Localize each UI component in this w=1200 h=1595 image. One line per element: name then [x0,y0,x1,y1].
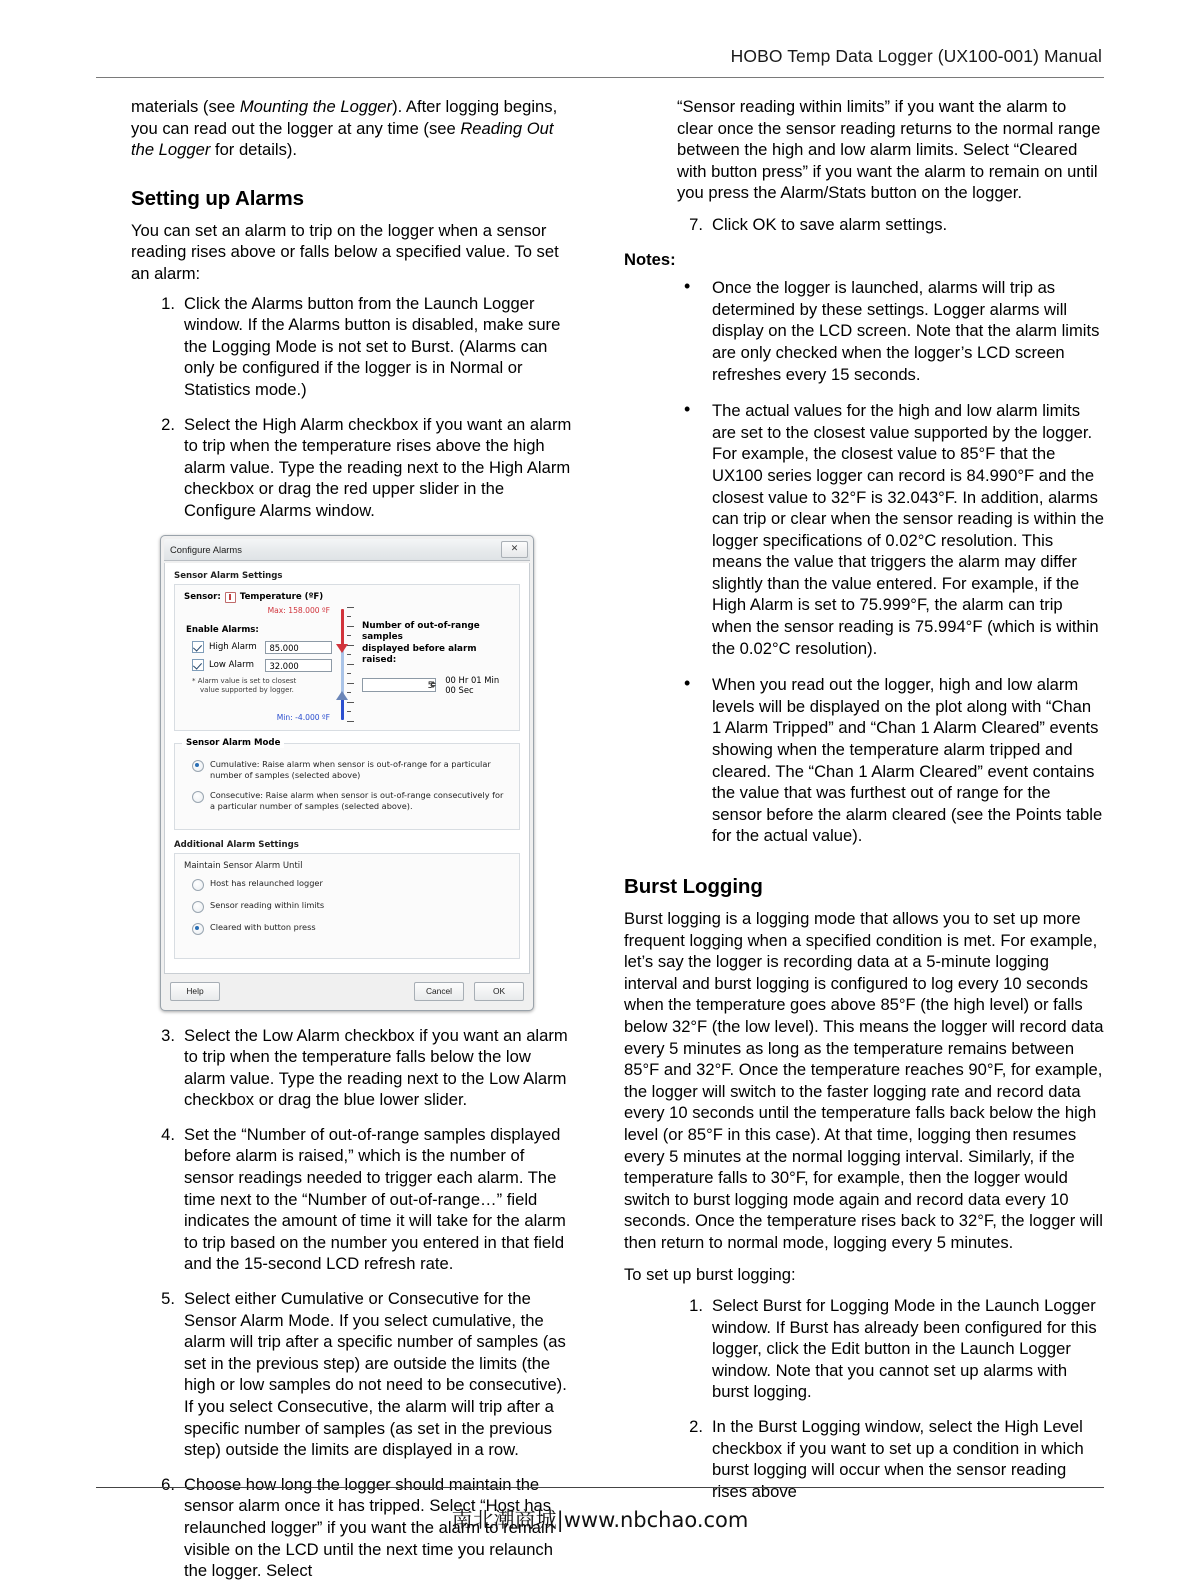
list-item: Choose how long the logger should maintain the sensor alarm once it has tripped. Select “Host has relaunched logger” if you want the alarm to remain visible on the LCD until the next time you relaunch the logger. Select [184,1474,554,1581]
slider-ticks [347,607,355,722]
samples-spinner-row [362,675,510,695]
high-alarm-row [192,641,332,654]
alarm-limits-left [184,605,332,722]
slider-track [341,609,344,720]
high-alarm-checkbox[interactable] [192,641,204,653]
alarm-limits-area [184,605,510,722]
within-limits-label: Sensor reading within limits [210,899,325,910]
sensor-alarm-settings-label: Sensor Alarm Settings [174,570,283,581]
lead-paragraph: You can set an alarm to trip on the logger when a sensor reading rises above or falls below a specified value. To set an alarm: [131,220,559,283]
list-item: • When you read out the logger, high and low alarm levels will be displayed on the plot along with “Chan 1 Alarm Tripped” and “Chan 1 Alarm Cleared” events showing when the temperature alarm tripped and cleared. The “Chan 1 Alarm Cleared” event contains the value that was furthest out of range for the sensor before the alarm cleared (see the Points table for the actual value). [624,674,1104,847]
burst-steps-list [624,1295,1104,1502]
within-limits-radio[interactable] [192,901,204,913]
alarm-steps-list [96,293,576,522]
footer-text: 南北潮商城|www.nbchao.com [451,1508,749,1532]
list-item: Select Burst for Logging Mode in the Launch Logger window. If Burst has already been configured for this logger, click the Edit button in the Launch Logger window. Note that you cannot set up alarms with burst logging. [712,1296,1097,1402]
high-alarm-label: High Alarm [209,642,257,652]
alarm-value-footnote [192,677,332,695]
samples-time-text: 00 Hr 01 Min 00 Sec [445,674,500,695]
low-alarm-row [192,659,332,672]
dialog-body [164,563,530,974]
list-item: Select either Cumulative or Consecutive for the Sensor Alarm Mode. If you select cumulative, the alarm will trip after a specific number of samples (as set in the previous step) are outside the limits (the high or low samples do not need to be consecutive). If you select Consecutive, the alarm will trip after a specific number of samples (as set in the previous step) outside the limits are displayed in a row. [184,1289,567,1460]
low-alarm-checkbox[interactable] [192,659,204,671]
page-footer [96,1487,1104,1534]
mode-option-cumulative[interactable] [192,759,510,781]
intro-post: for details). [210,140,298,160]
sensor-row [184,592,510,603]
sensor-alarm-mode-fieldset [174,737,520,830]
low-alarm-label: Low Alarm [209,660,254,670]
out-of-range-label-line-1: Number of out-of-range samples [362,620,480,642]
help-button[interactable]: Help [170,982,220,1001]
host-relaunched-radio[interactable] [192,879,204,891]
page-header [96,44,1104,78]
list-item: Click the Alarms button from the Launch Logger window. If the Alarms button is disabled, make sure the Logging Mode is not set to Burst. (Alarms can only be configured if the logger is in Normal or Statistics mode.) [184,293,561,399]
intro-mid: ). After logging begins, you can read out the logger at any time (see [131,97,558,138]
list-item: Select the Low Alarm checkbox if you want an alarm to trip when the temperature falls below the low alarm value. Type the reading next to the Low Alarm checkbox or drag the blue lower slider. [184,1025,568,1110]
two-column-body [96,96,1104,1595]
alarm-range-slider[interactable] [332,605,354,722]
enable-alarms-label: Enable Alarms: [186,624,259,635]
button-press-label: Cleared with button press [210,921,316,932]
burst-paragraph: Burst logging is a logging mode that allows you to set up more frequent logging when a specified condition is met. For example, let’s say the logger is recording data at a 5-minute logging interval and burst logging is configured to log every 10 seconds when the temperature goes above 85°F (the high level) or falls below 32°F (the low level). This means the logger will record data every 5 minutes as long as the temperature remains between 85°F and 32°F. Once the temperature reaches 90°F, for example, the logger will switch to the faster logging rate and record data every 10 seconds until the temperature falls back below the high level (or 85°F in this case). At that time, logging then resumes every 5 minutes at the normal logging interval. Similarly, if the temperature falls to 30°F, for example, then the logger would switch to burst logging mode again and record data every 10 seconds. Once the temperature rises back to 32°F, the logger will then return to normal mode, logging every 5 minutes. [624,909,1104,1252]
left-column [96,96,576,1595]
notes-list [624,277,1104,847]
sensor-alarm-mode-label: Sensor Alarm Mode [182,738,284,748]
consecutive-radio[interactable] [192,791,204,803]
list-item: Set the “Number of out-of-range samples displayed before alarm is raised,” which is the number of sensor readings needed to trigger each alarm. The time next to the “Number of out-of-range…” field indicates the amount of time it will take for the alarm to trip based on the number you entered in that field and the 15-second LCD refresh rate. [184,1124,566,1274]
burst-logging-heading: Burst Logging [624,875,763,898]
cumulative-radio[interactable] [192,760,204,772]
max-value-label: Max: 158.000 ºF [267,605,330,615]
maintain-option-within-limits[interactable] [192,900,510,913]
dialog-footer [164,974,530,1007]
footnote-line-1: * Alarm value is set to closest [192,676,297,685]
host-relaunched-label: Host has relaunched logger [210,877,323,888]
footnote-line-2: value supported by logger. [200,685,294,694]
button-press-radio[interactable] [192,923,204,935]
ok-button[interactable]: OK [474,982,524,1001]
list-item: • The actual values for the high and low alarm limits are set to the closest value supported by the logger. For example, the closest value to 85°F that the UX100 series logger can record is 84.990°F and the closest value to 32°F is 32.043°F. In addition, alarms can trip or clear when the sensor reading is within the logger specifications of 0.02°C resolution. This means the value that triggers the alarm may differ slightly than the value entered. For example, if the High Alarm is set to 75.999°F, the alarm can trip when the sensor reading is 75.994°F (which is within the 0.02°C resolution). [624,400,1104,659]
sensor-label: Sensor: [184,592,221,602]
spinner-arrows-icon[interactable] [430,678,436,692]
additional-alarm-settings-panel [174,853,520,959]
consecutive-label: Consecutive: Raise alarm when sensor is out-of-range consecutively for a particular number of samples (selected above). [210,789,504,811]
intro-paragraph [96,96,576,161]
out-of-range-label [362,621,510,667]
dialog-action-buttons [414,982,524,1001]
list-item: In the Burst Logging window, select the High Level checkbox if you want to set up a condition in which burst logging will occur when the sensor reading rises above [712,1417,1084,1501]
thermometer-icon [225,592,236,603]
continuation-paragraph: “Sensor reading within limits” if you want the alarm to clear once the sensor reading returns to the normal range between the high and low alarm limits. Select “Cleared with button press” if you want the alarm to remain on until you press the Alarm/Stats button on the logger. [677,97,1101,203]
intro-pre: materials (see [131,97,240,116]
configure-alarms-dialog [160,535,534,1011]
maintain-label: Maintain Sensor Alarm Until [184,860,303,871]
right-column [624,96,1104,1595]
list-item: • Once the logger is launched, alarms will trip as determined by these settings. Logger alarms will display on the LCD screen. Note that the alarm limits are only checked when the logger’s LCD screen refreshes every 15 seconds. [624,277,1104,385]
maintain-option-host-relaunched[interactable] [192,878,510,891]
additional-alarm-settings-label: Additional Alarm Settings [174,839,299,850]
intro-italic-1: Mounting the Logger [239,97,393,116]
page-title: Setting up Alarms [131,186,304,210]
list-item: Select the High Alarm checkbox if you want an alarm to trip when the temperature rises above the high alarm value. Type the reading next to the High Alarm checkbox or drag the red upper slider in the Configure Alarms window. [184,414,572,520]
dialog-title: Configure Alarms [170,543,242,555]
dialog-titlebar [164,539,530,561]
sensor-alarm-settings-panel [174,584,520,731]
intro-italic-2: Reading Out the Logger [131,118,554,160]
maintain-option-button-press[interactable] [192,922,510,935]
min-value-label: Min: -4.000 ºF [276,712,330,722]
sensor-value: Temperature (ºF) [239,592,324,602]
alarm-steps-list-right [624,214,1104,236]
list-item: Click OK to save alarm settings. [712,214,948,234]
cancel-button[interactable]: Cancel [414,982,464,1001]
notes-label: Notes: [624,249,676,269]
out-of-range-label-line-2: displayed before alarm raised: [362,643,477,665]
burst-lead: To set up burst logging: [624,1264,796,1284]
high-alarm-input[interactable]: 85.000 [265,641,332,654]
low-alarm-input[interactable]: 32.000 [265,659,332,672]
cumulative-label: Cumulative: Raise alarm when sensor is out-of-range for a particular number of samples (selected above) [210,758,491,780]
out-of-range-area [354,605,510,722]
close-icon[interactable]: ✕ [501,541,528,558]
header-title: HOBO Temp Data Logger (UX100-001) Manual [730,46,1102,66]
configure-alarms-screenshot [160,535,534,1011]
mode-option-consecutive[interactable] [192,790,510,812]
samples-input[interactable]: 5 [362,678,436,692]
